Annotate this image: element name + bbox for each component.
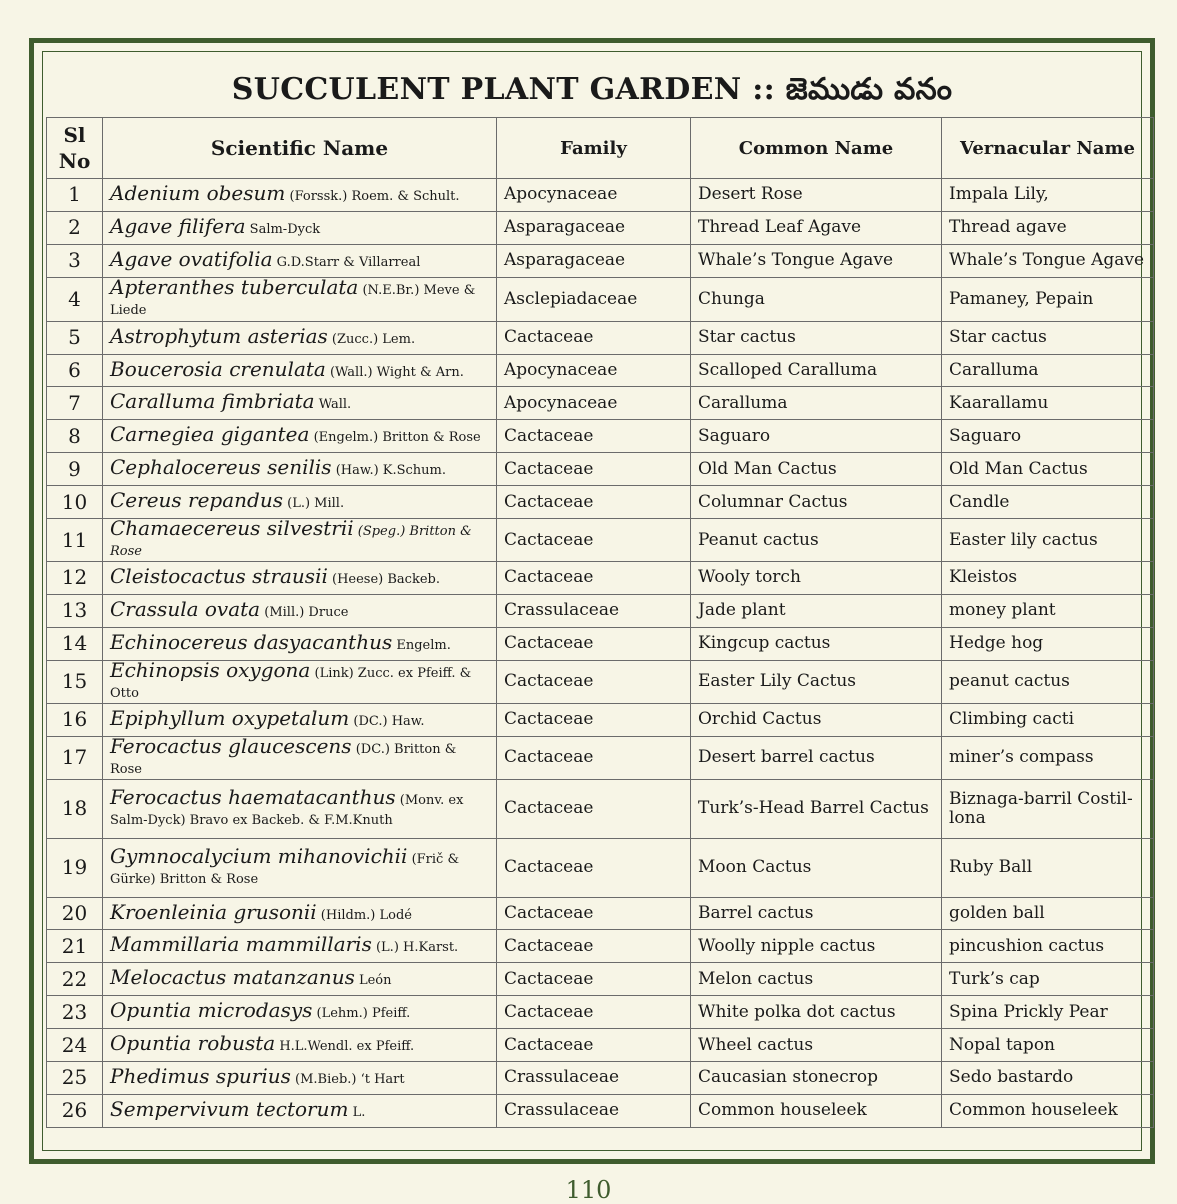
table-row: [47, 453, 1154, 486]
scientific-name: Chamaecereus silvestrii: [110, 516, 354, 541]
page-border: [29, 38, 1155, 1164]
vernacular-name-cell: Whale’s Tongue Agave: [942, 244, 1154, 277]
header-vernacular-name: Vernacular Name: [942, 118, 1154, 179]
scientific-name-cell: [103, 930, 497, 963]
author-citation: (Haw.) K.Schum.: [331, 463, 447, 479]
scientific-name: Agave ovatifolia: [110, 246, 273, 271]
common-name-cell: Desert barrel cactus: [691, 736, 942, 779]
scientific-name-cell: [103, 354, 497, 387]
author-citation: (Speg.) Britton & Rose: [110, 524, 472, 560]
family-cell: Crassulaceae: [497, 1094, 691, 1127]
table-row: [47, 627, 1154, 660]
common-name-cell: Desert Rose: [691, 179, 942, 212]
family-cell: Cactaceae: [497, 930, 691, 963]
scientific-name: Melocactus matanzanus: [110, 965, 355, 990]
author-citation: (Zucc.) Lem.: [327, 331, 416, 347]
author-citation: (L.) Mill.: [283, 496, 345, 512]
scientific-name: Astrophytum asterias: [110, 323, 328, 348]
family-cell: Cactaceae: [497, 660, 691, 703]
plant-table: [46, 117, 1154, 1128]
scientific-name: Carnegiea gigantea: [110, 422, 310, 447]
row-number: 3: [47, 244, 103, 277]
row-number: 15: [47, 660, 103, 703]
author-citation: Salm-Dyck: [245, 221, 321, 237]
vernacular-name-cell: Turk’s cap: [942, 963, 1154, 996]
vernacular-name-cell: Climbing cacti: [942, 703, 1154, 736]
scientific-name-cell: [103, 420, 497, 453]
common-name-cell: Old Man Cactus: [691, 453, 942, 486]
scientific-name-cell: [103, 779, 497, 838]
scientific-name-cell: [103, 703, 497, 736]
scientific-name-cell: [103, 321, 497, 354]
common-name-cell: Caralluma: [691, 387, 942, 420]
family-cell: Cactaceae: [497, 420, 691, 453]
scientific-name: Sempervivum tectorum: [110, 1096, 349, 1121]
family-cell: Cactaceae: [497, 562, 691, 595]
scientific-name: Echinocereus dasyacanthus: [110, 629, 393, 654]
table-row: [47, 930, 1154, 963]
row-number: 9: [47, 453, 103, 486]
scientific-name-cell: [103, 1029, 497, 1062]
common-name-cell: Wooly torch: [691, 562, 942, 595]
table-row: [47, 179, 1154, 212]
scientific-name-cell: [103, 1062, 497, 1095]
table-row: [47, 838, 1154, 897]
header-sl-no: Sl No: [47, 118, 103, 179]
vernacular-name-cell: Star cactus: [942, 321, 1154, 354]
table-row: [47, 277, 1154, 321]
author-citation: (L.) H.Karst.: [371, 940, 459, 956]
scientific-name-cell: [103, 453, 497, 486]
family-cell: Cactaceae: [497, 486, 691, 519]
table-row: [47, 996, 1154, 1029]
table-row: [47, 244, 1154, 277]
scientific-name-cell: [103, 897, 497, 930]
vernacular-name-cell: Kaarallamu: [942, 387, 1154, 420]
family-cell: Cactaceae: [497, 627, 691, 660]
vernacular-name-cell: Spina Prickly Pear: [942, 996, 1154, 1029]
common-name-cell: Wheel cactus: [691, 1029, 942, 1062]
row-number: 14: [47, 627, 103, 660]
scientific-name-cell: [103, 277, 497, 321]
table-row: [47, 736, 1154, 779]
scientific-name-cell: [103, 657, 497, 703]
scientific-name: Phedimus spurius: [110, 1063, 291, 1088]
table-row: [47, 897, 1154, 930]
row-number: 25: [47, 1062, 103, 1095]
scientific-name-cell: [103, 963, 497, 996]
vernacular-name-cell: Common houseleek: [942, 1094, 1154, 1127]
vernacular-name-cell: Caralluma: [942, 354, 1154, 387]
family-cell: Cactaceae: [497, 963, 691, 996]
row-number: 4: [47, 277, 103, 321]
scientific-name: Ferocactus haematacanthus: [110, 784, 396, 809]
scientific-name: Agave filifera: [110, 213, 246, 238]
vernacular-name-cell: Old Man Cactus: [942, 453, 1154, 486]
scientific-name: Cereus repandus: [110, 488, 283, 513]
header-family: Family: [497, 118, 691, 179]
vernacular-name-cell: Hedge hog: [942, 627, 1154, 660]
row-number: 12: [47, 562, 103, 595]
author-citation: (Mill.) Druce: [260, 604, 349, 620]
author-citation: (N.E.Br.) Meve & Liede: [110, 283, 476, 319]
row-number: 5: [47, 321, 103, 354]
author-citation: Engelm.: [392, 637, 451, 653]
page-number: 110: [565, 1176, 612, 1204]
common-name-cell: Scalloped Caralluma: [691, 354, 942, 387]
vernacular-name-cell: peanut cactus: [942, 660, 1154, 703]
header-common-name: Common Name: [691, 118, 942, 179]
row-number: 11: [47, 519, 103, 562]
family-cell: Apocynaceae: [497, 387, 691, 420]
row-number: 20: [47, 897, 103, 930]
table-row: [47, 1062, 1154, 1095]
vernacular-name-cell: Ruby Ball: [942, 838, 1154, 897]
common-name-cell: Whale’s Tongue Agave: [691, 244, 942, 277]
scientific-name-cell: [103, 594, 497, 627]
inner-border: [42, 51, 1145, 1151]
common-name-cell: White polka dot cactus: [691, 996, 942, 1029]
family-cell: Cactaceae: [497, 996, 691, 1029]
common-name-cell: Saguaro: [691, 420, 942, 453]
common-name-cell: Barrel cactus: [691, 897, 942, 930]
family-cell: Asclepiadaceae: [497, 277, 691, 321]
row-number: 2: [47, 211, 103, 244]
scientific-name: Mammillaria mammillaris: [110, 932, 372, 957]
family-cell: Cactaceae: [497, 321, 691, 354]
vernacular-name-cell: Easter lily cactus: [942, 519, 1154, 562]
row-number: 24: [47, 1029, 103, 1062]
scientific-name: Opuntia robusta: [110, 1031, 276, 1056]
common-name-cell: Jade plant: [691, 594, 942, 627]
page-title: SUCCULENT PLANT GARDEN :: జెముడు వనం: [231, 72, 953, 107]
table-row: [47, 562, 1154, 595]
family-cell: Cactaceae: [497, 779, 691, 838]
vernacular-name-cell: golden ball: [942, 897, 1154, 930]
common-name-cell: Orchid Cactus: [691, 703, 942, 736]
family-cell: Cactaceae: [497, 519, 691, 562]
table-row: [47, 420, 1154, 453]
scientific-name-cell: [103, 211, 497, 244]
common-name-cell: Peanut cactus: [691, 519, 942, 562]
vernacular-name-cell: Biznaga-barril Costil-lona: [942, 779, 1154, 838]
common-name-cell: Easter Lily Cactus: [691, 660, 942, 703]
common-name-cell: Thread Leaf Agave: [691, 211, 942, 244]
table-row: [47, 963, 1154, 996]
table-row: [47, 594, 1154, 627]
author-citation: G.D.Starr & Villarreal: [272, 254, 421, 270]
row-number: 19: [47, 838, 103, 897]
author-citation: L.: [348, 1104, 366, 1120]
author-citation: (M.Bieb.) ‘t Hart: [290, 1071, 405, 1087]
table-row: [47, 387, 1154, 420]
row-number: 10: [47, 486, 103, 519]
family-cell: Cactaceae: [497, 453, 691, 486]
scientific-name-cell: [103, 179, 497, 212]
author-citation: (Heese) Backeb.: [327, 571, 440, 587]
family-cell: Cactaceae: [497, 736, 691, 779]
row-number: 26: [47, 1094, 103, 1127]
family-cell: Cactaceae: [497, 1029, 691, 1062]
author-citation: (Monv. ex Salm-Dyck) Bravo ex Backeb. & F.M.Knuth: [110, 792, 464, 828]
scientific-name-cell: [103, 996, 497, 1029]
scientific-name: Cephalocereus senilis: [110, 455, 332, 480]
author-citation: (Forssk.) Roem. & Schult.: [285, 188, 460, 204]
table-row: [47, 354, 1154, 387]
table-row: [47, 321, 1154, 354]
scientific-name-cell: [103, 627, 497, 660]
table-row: [47, 519, 1154, 562]
family-cell: Apocynaceae: [497, 179, 691, 212]
scientific-name-cell: [103, 733, 497, 779]
scientific-name: Cleistocactus strausii: [110, 563, 328, 588]
vernacular-name-cell: Impala Lily,: [942, 179, 1154, 212]
common-name-cell: Woolly nipple cactus: [691, 930, 942, 963]
scientific-name: Kroenleinia grusonii: [110, 899, 317, 924]
scientific-name: Ferocactus glaucescens: [110, 733, 352, 758]
author-citation: (Engelm.) Britton & Rose: [309, 430, 481, 446]
author-citation: (DC.) Haw.: [349, 713, 425, 729]
common-name-cell: Turk’s-Head Barrel Cactus: [691, 779, 942, 838]
scientific-name: Echinopsis oxygona: [110, 657, 311, 682]
row-number: 18: [47, 779, 103, 838]
author-citation: (Wall.) Wight & Arn.: [325, 364, 464, 380]
family-cell: Cactaceae: [497, 703, 691, 736]
common-name-cell: Caucasian stonecrop: [691, 1062, 942, 1095]
vernacular-name-cell: pincushion cactus: [942, 930, 1154, 963]
family-cell: Apocynaceae: [497, 354, 691, 387]
table-row: [47, 486, 1154, 519]
scientific-name: Epiphyllum oxypetalum: [110, 705, 350, 730]
scientific-name-cell: [103, 516, 497, 562]
common-name-cell: Moon Cactus: [691, 838, 942, 897]
scientific-name-cell: [103, 838, 497, 897]
row-number: 7: [47, 387, 103, 420]
family-cell: Asparagaceae: [497, 211, 691, 244]
scientific-name-cell: [103, 486, 497, 519]
scientific-name-cell: [103, 1094, 497, 1127]
family-cell: Cactaceae: [497, 897, 691, 930]
scientific-name-cell: [103, 244, 497, 277]
vernacular-name-cell: Kleistos: [942, 562, 1154, 595]
scientific-name: Apteranthes tuberculata: [110, 275, 359, 300]
family-cell: Cactaceae: [497, 838, 691, 897]
scientific-name: Crassula ovata: [110, 596, 261, 621]
common-name-cell: Chunga: [691, 277, 942, 321]
row-number: 6: [47, 354, 103, 387]
table-row: [47, 1029, 1154, 1062]
table-row: [47, 1094, 1154, 1127]
author-citation: Wall.: [314, 397, 352, 413]
vernacular-name-cell: Thread agave: [942, 211, 1154, 244]
author-citation: (Frič & Gürke) Britton & Rose: [110, 851, 460, 887]
vernacular-name-cell: Saguaro: [942, 420, 1154, 453]
family-cell: Crassulaceae: [497, 594, 691, 627]
table-row: [47, 211, 1154, 244]
scientific-name-cell: [103, 562, 497, 595]
table-row: [47, 703, 1154, 736]
common-name-cell: Star cactus: [691, 321, 942, 354]
author-citation: León: [354, 973, 392, 989]
scientific-name: Gymnocalycium mihanovichii: [110, 843, 408, 868]
vernacular-name-cell: Sedo bastardo: [942, 1062, 1154, 1095]
table-header-row: [47, 118, 1154, 179]
common-name-cell: Melon cactus: [691, 963, 942, 996]
row-number: 22: [47, 963, 103, 996]
author-citation: (Link) Zucc. ex Pfeiff. & Otto: [110, 665, 472, 701]
row-number: 23: [47, 996, 103, 1029]
vernacular-name-cell: money plant: [942, 594, 1154, 627]
family-cell: Crassulaceae: [497, 1062, 691, 1095]
vernacular-name-cell: Candle: [942, 486, 1154, 519]
table-row: [47, 660, 1154, 703]
common-name-cell: Kingcup cactus: [691, 627, 942, 660]
vernacular-name-cell: miner’s compass: [942, 736, 1154, 779]
table-row: [47, 779, 1154, 838]
row-number: 16: [47, 703, 103, 736]
scientific-name: Opuntia microdasys: [110, 998, 313, 1023]
author-citation: (Lehm.) Pfeiff.: [312, 1006, 411, 1022]
scientific-name-cell: [103, 387, 497, 420]
header-scientific-name: Scientific Name: [103, 118, 497, 179]
family-cell: Asparagaceae: [497, 244, 691, 277]
row-number: 21: [47, 930, 103, 963]
common-name-cell: Columnar Cactus: [691, 486, 942, 519]
author-citation: H.L.Wendl. ex Pfeiff.: [275, 1039, 415, 1055]
author-citation: (DC.) Britton & Rose: [110, 741, 457, 777]
row-number: 17: [47, 736, 103, 779]
scientific-name: Adenium obesum: [110, 180, 286, 205]
scientific-name: Boucerosia crenulata: [110, 356, 326, 381]
row-number: 1: [47, 179, 103, 212]
vernacular-name-cell: Nopal tapon: [942, 1029, 1154, 1062]
row-number: 13: [47, 594, 103, 627]
row-number: 8: [47, 420, 103, 453]
author-citation: (Hildm.) Lodé: [316, 907, 412, 923]
vernacular-name-cell: Pamaney, Pepain: [942, 277, 1154, 321]
common-name-cell: Common houseleek: [691, 1094, 942, 1127]
scientific-name: Caralluma fimbriata: [110, 389, 315, 414]
